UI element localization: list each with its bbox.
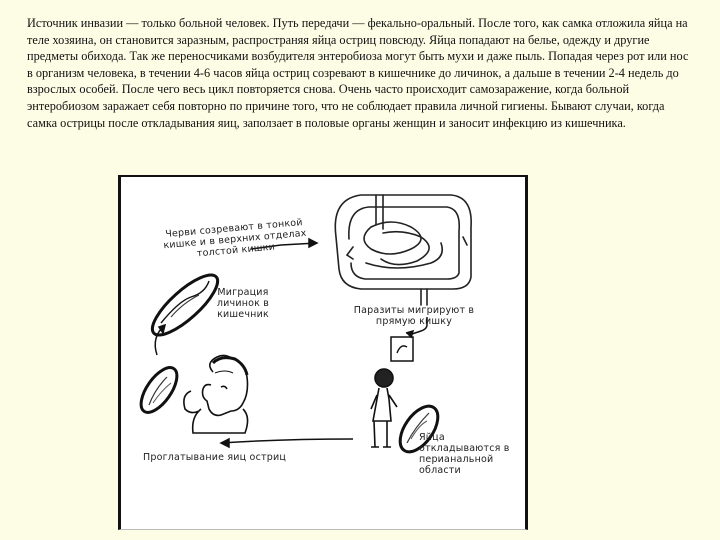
label-parasites-migrate: Паразиты мигрируют в прямую кишку: [353, 305, 475, 327]
worm-egg-left: [134, 362, 183, 418]
label-worms-intestine: Черви созревают в тонкой кишке и в верхних отделах толстой кишки: [163, 217, 307, 260]
worm-box: [391, 337, 413, 361]
label-eggs-laid: Яйца откладываются в перианальной области: [419, 432, 510, 476]
intestines-drawing: [335, 195, 471, 305]
article-paragraph: Источник инвазии — только больной человек. Путь передачи — фекально-оральный. После того, как самка отложила яйца на теле хозяина, он становится заразным, распространяя яйца остриц повсюду. Яйца попадают на белье, одежду и другие предметы обихода. Так же переносчиками возбудителя энтеробиоза могут быть мухи и даже пыль. Попадая через рот или нос в организм человека, в течении 4-6 часов яйца остриц созревают в кишечнике до личинок, а дальше в течении 2-4 недель до взрослых особей. После чего весь цикл повторяется снова. Очень часто происходит самозаражение, когда больной энтеробиозом заражает себя повторно по причине того, что не соблюдает правила личной гигиены. Бывают случаи, когда самка острицы после откладывания яиц, заползает в половые органы женщин и заносит инфекцию из кишечника.: [27, 16, 689, 130]
article-text: [27, 15, 695, 131]
label-larvae-migration: Миграция личинок в кишечник: [216, 287, 270, 320]
enterobiasis-lifecycle-diagram: [118, 175, 528, 530]
label-swallowing-eggs: Проглатывание яиц остриц: [143, 452, 286, 463]
child-standing-drawing: [371, 369, 397, 447]
child-head-drawing: [184, 355, 248, 433]
